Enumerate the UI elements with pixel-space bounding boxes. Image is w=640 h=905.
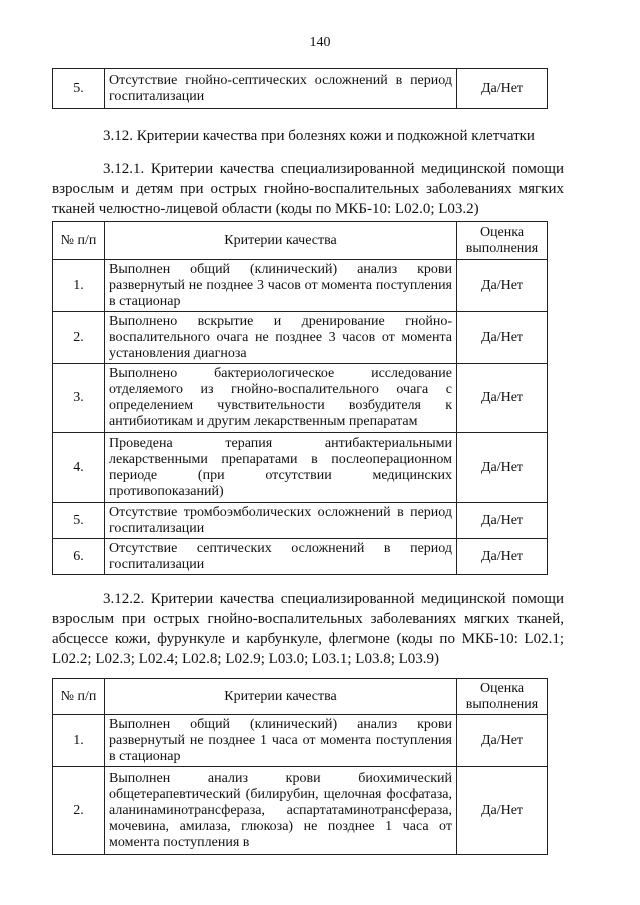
row-number: 5. <box>53 503 105 539</box>
row-number: 1. <box>53 260 105 312</box>
col-header-score: Оценка выполнения <box>457 222 548 260</box>
table-row <box>53 715 548 767</box>
criteria-table-2 <box>52 678 548 855</box>
score-cell: Да/Нет <box>457 433 548 503</box>
table-row <box>53 364 548 433</box>
row-number: 3. <box>53 364 105 433</box>
row-number: 2. <box>53 312 105 364</box>
score-cell: Да/Нет <box>457 312 548 364</box>
table-row <box>53 312 548 364</box>
col-header-number: № п/п <box>53 679 105 715</box>
score-cell: Да/Нет <box>457 260 548 312</box>
criterion-text: Проведена терапия антибактериальными лекарственными препаратами в послеоперационном периоде (при отсутствии медицинских противопоказаний) <box>105 433 457 503</box>
score-cell: Да/Нет <box>457 69 548 109</box>
score-cell: Да/Нет <box>457 364 548 433</box>
row-number: 4. <box>53 433 105 503</box>
section-2-intro: 3.12.2. Критерии качества специализированной медицинской помощи взрослым при острых гнойно-воспалительных заболеваниях мягких тканей, абсцессе кожи, фурункуле и карбункуле, флегмоне (коды по МКБ-10: L02.1; L02.2; L02.3; L02.4; L02.8; L02.9; L03.0; L03.1; L03.8; L03.9) <box>52 591 564 667</box>
criterion-text: Выполнено бактериологическое исследование отделяемого из гнойно-воспалительного очага с определением чувствительности возбудителя к антибиотикам и другим лекарственным препаратам <box>105 364 457 433</box>
criterion-text: Отсутствие тромбоэмболических осложнений в период госпитализации <box>105 503 457 539</box>
score-cell: Да/Нет <box>457 539 548 575</box>
col-header-criterion: Критерии качества <box>105 222 457 260</box>
table-row <box>53 767 548 855</box>
section-title: 3.12. Критерии качества при болезнях кожи и подкожной клетчатки <box>103 128 535 144</box>
section-1-intro: 3.12.1. Критерии качества специализированной медицинской помощи взрослым и детям при острых гнойно-воспалительных заболеваниях мягких тканей челюстно-лицевой области (коды по МКБ-10: L02.0; L03.2) <box>52 161 564 217</box>
criterion-text: Выполнен общий (клинический) анализ крови развернутый не позднее 3 часов от момента поступления в стационар <box>105 260 457 312</box>
table-row <box>53 433 548 503</box>
score-cell: Да/Нет <box>457 503 548 539</box>
criterion-text: Отсутствие септических осложнений в период госпитализации <box>105 539 457 575</box>
top-table <box>52 68 548 109</box>
row-number: 2. <box>53 767 105 855</box>
criterion-text: Выполнен общий (клинический) анализ крови развернутый не позднее 1 часа от момента поступления в стационар <box>105 715 457 767</box>
criteria-table-1 <box>52 221 548 575</box>
criterion-text: Выполнено вскрытие и дренирование гнойно-воспалительного очага не позднее 3 часов от момента установления диагноза <box>105 312 457 364</box>
col-header-number: № п/п <box>53 222 105 260</box>
table-row <box>53 260 548 312</box>
col-header-score: Оценка выполнения <box>457 679 548 715</box>
score-cell: Да/Нет <box>457 767 548 855</box>
criterion-text: Выполнен анализ крови биохимический общетерапевтический (билирубин, щелочная фосфатаза, аланинаминотрансфераза, аспартатаминотрансфераза, мочевина, амилаза, глюкоза) не позднее 1 часа от момента поступления в <box>105 767 457 855</box>
row-number: 1. <box>53 715 105 767</box>
table-row <box>53 503 548 539</box>
table-header-row <box>53 679 548 715</box>
score-cell: Да/Нет <box>457 715 548 767</box>
table-header-row <box>53 222 548 260</box>
row-number: 5. <box>53 69 105 109</box>
criterion-text: Отсутствие гнойно-септических осложнений в период госпитализации <box>105 69 457 109</box>
col-header-criterion: Критерии качества <box>105 679 457 715</box>
table-row <box>53 69 548 109</box>
table-row <box>53 539 548 575</box>
page-number: 140 <box>309 35 331 50</box>
row-number: 6. <box>53 539 105 575</box>
